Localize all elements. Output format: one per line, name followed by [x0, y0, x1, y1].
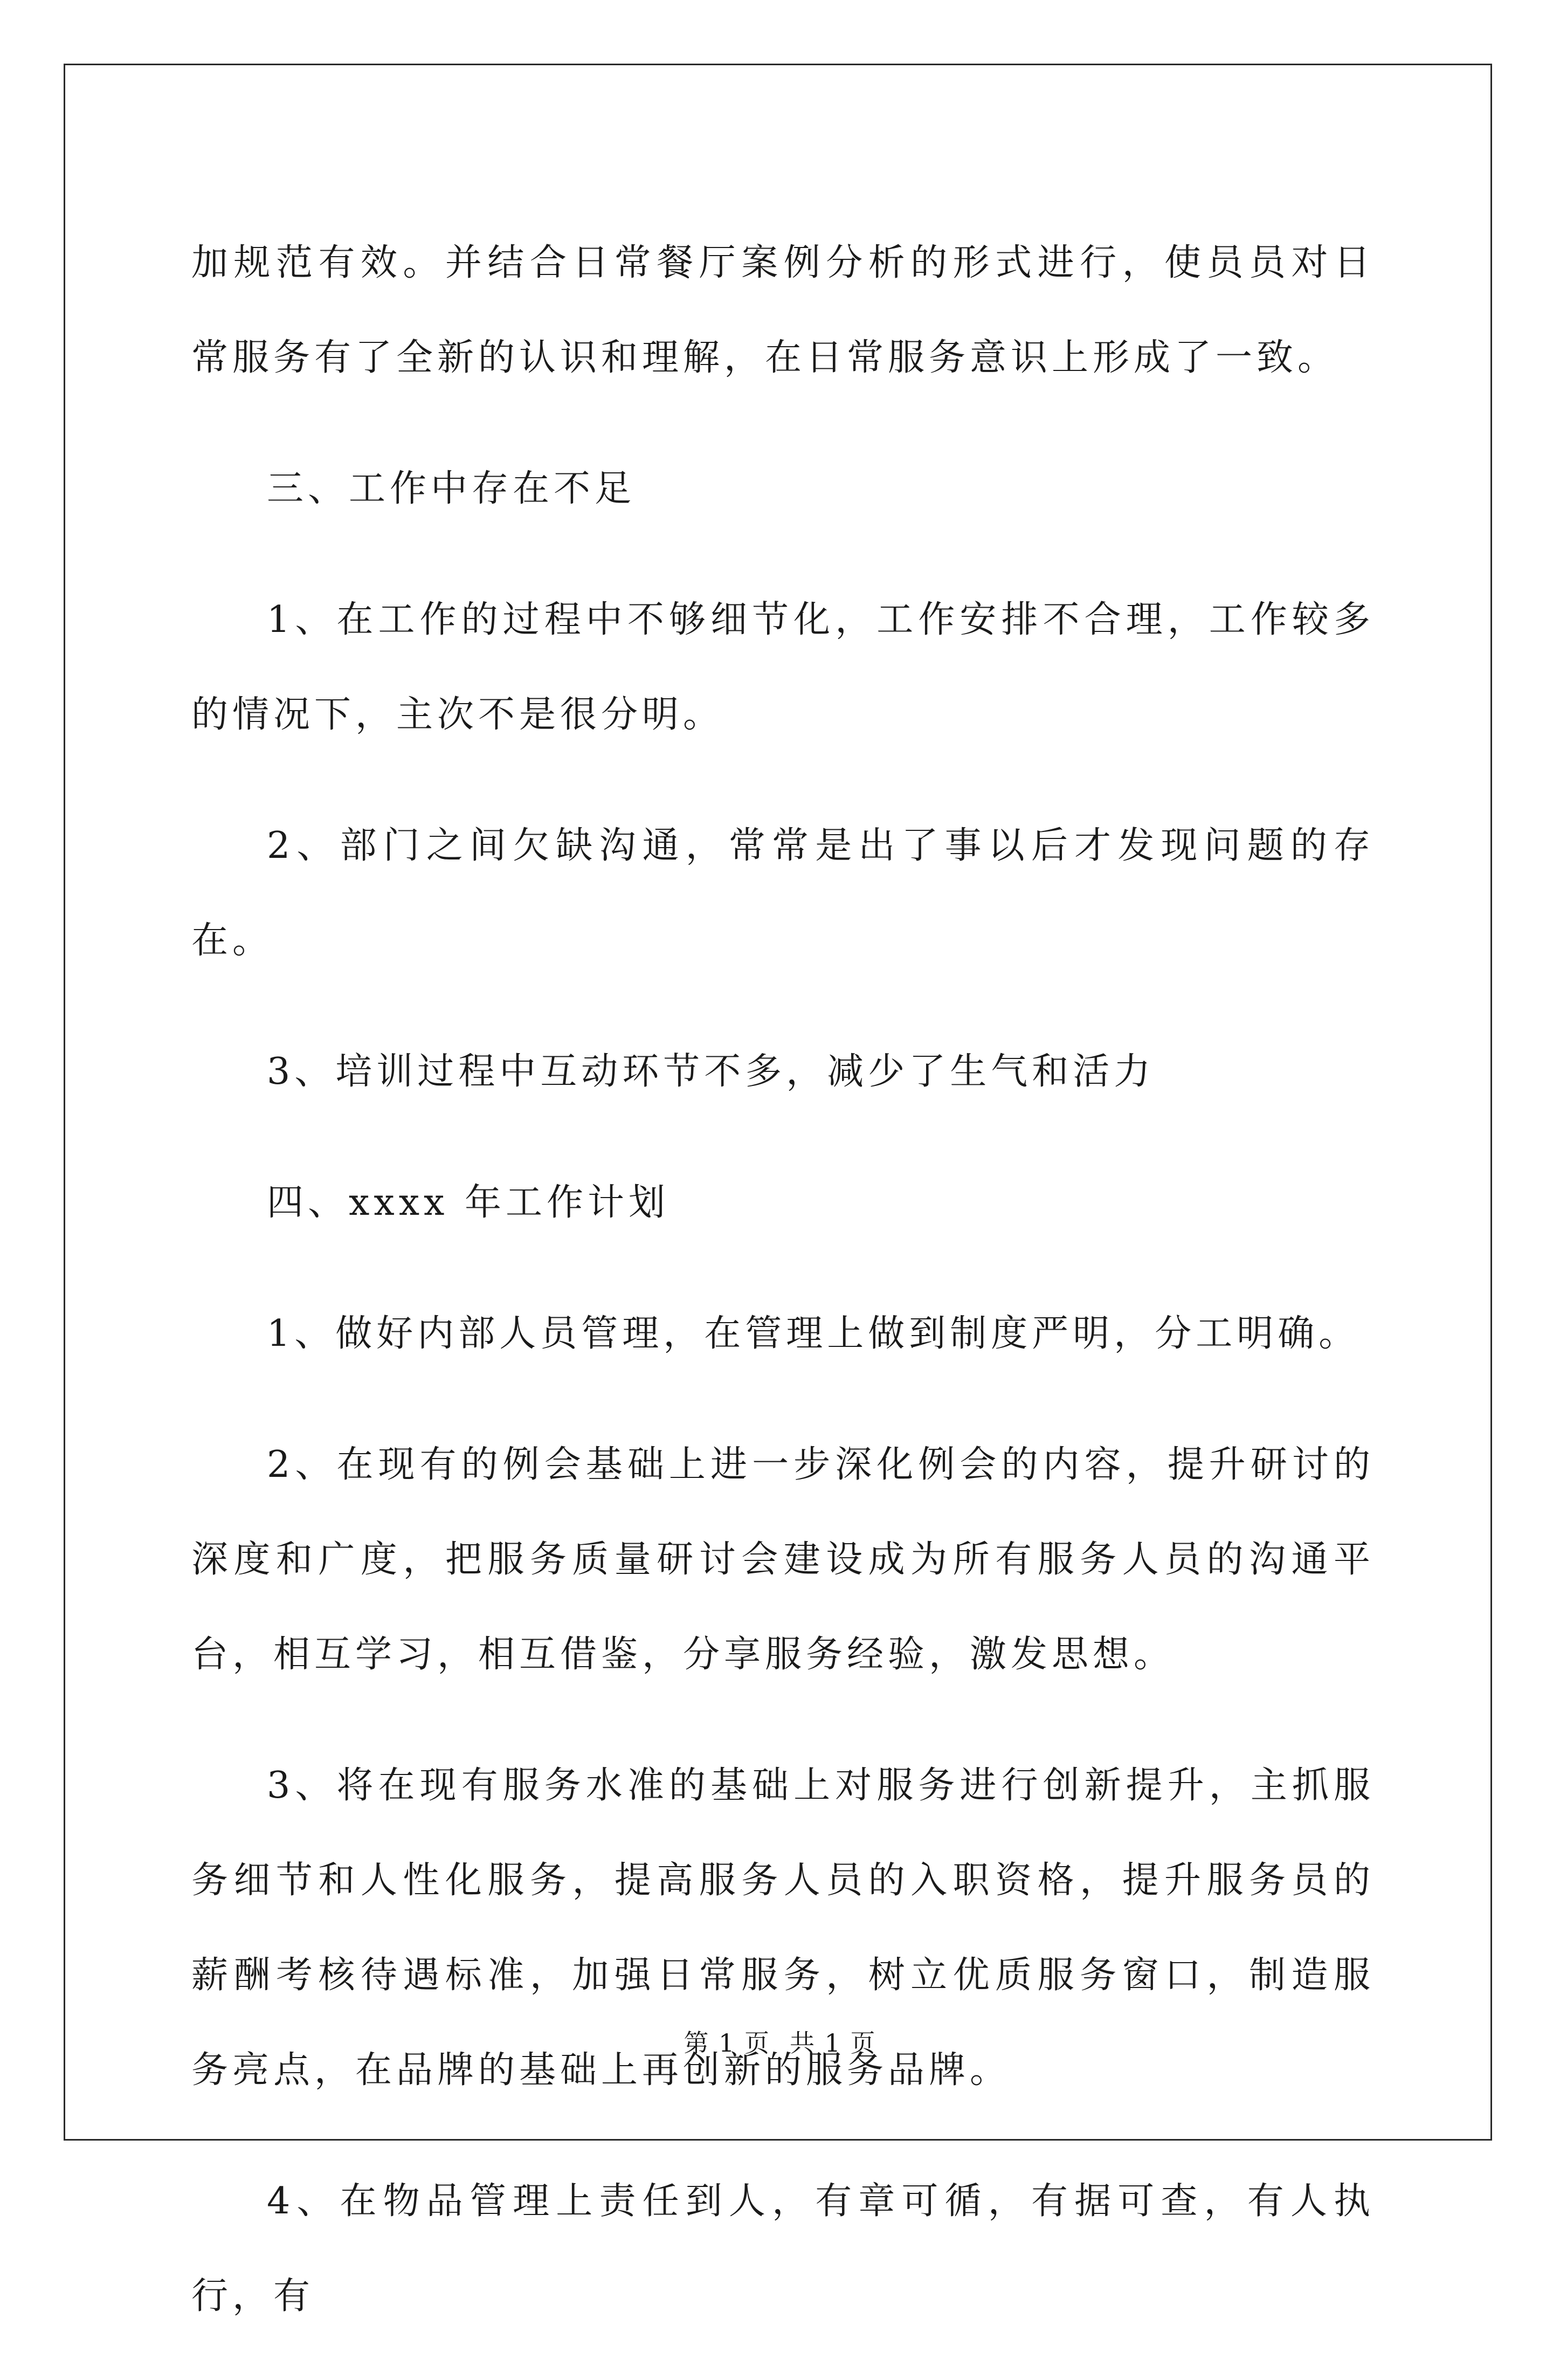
plan-item-1: 1、做好内部人员管理，在管理上做到制度严明，分工明确。 — [267, 1312, 1360, 1355]
section-heading-work-plan: 四、xxxx 年工作计划 — [267, 1181, 670, 1224]
plan-item-2: 2、在现有的例会基础上进一步深化例会的内容，提升研讨的深度和广度，把服务质量研讨会建设成为所有服务人员的沟通平台，相互学习，相互借鉴，分享服务经验，激发思想。 — [191, 1443, 1375, 1676]
page-footer — [0, 2024, 1560, 2059]
page-number-total: 共 1 页 — [790, 2028, 876, 2058]
plan-item-3: 3、将在现有服务水准的基础上对服务进行创新提升，主抓服务细节和人性化服务，提高服务人员的入职资格，提升服务员的薪酬考核待遇标准，加强日常服务，树立优质服务窗口，制造服务亮点，在品牌的基础上再创新的服务品牌。 — [191, 1764, 1375, 2092]
paragraph-continuation: 加规范有效。并结合日常餐厅案例分析的形式进行，使员员对日常服务有了全新的认识和理解，在日常服务意识上形成了一致。 — [191, 242, 1375, 379]
section-heading-shortcomings: 三、工作中存在不足 — [267, 467, 636, 510]
page-number-current: 第 1 页 — [684, 2028, 770, 2058]
shortcoming-item-1: 1、在工作的过程中不够细节化，工作安排不合理，工作较多的情况下，主次不是很分明。 — [191, 599, 1375, 736]
shortcoming-item-2: 2、部门之间欠缺沟通，常常是出了事以后才发现问题的存在。 — [191, 824, 1375, 962]
plan-item-4: 4、在物品管理上责任到人，有章可循，有据可查，有人执行，有 — [191, 2180, 1375, 2317]
shortcoming-item-3: 3、培训过程中互动环节不多，减少了生气和活力 — [267, 1050, 1155, 1093]
